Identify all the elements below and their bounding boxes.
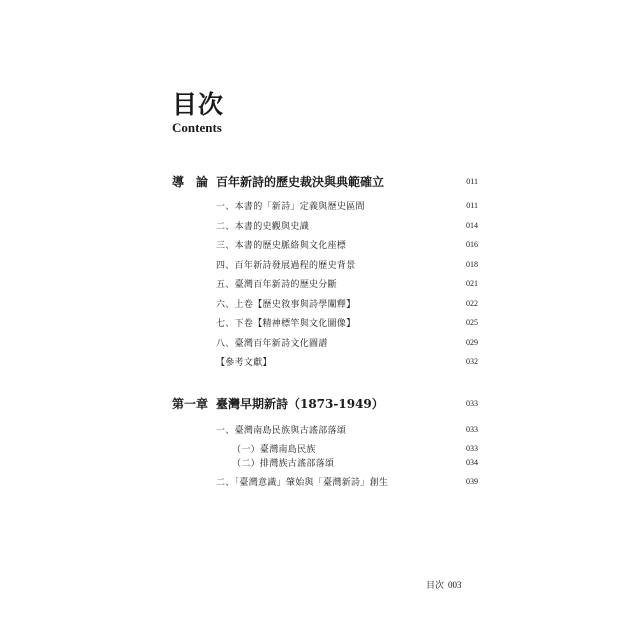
entry-title: （二）排灣族古謠部落頌 [232, 458, 335, 469]
page-number: 025 [466, 317, 478, 327]
page-number: 033 [466, 398, 478, 408]
page-number: 032 [466, 356, 478, 366]
toc-entry[interactable] [216, 421, 478, 437]
entry-title: 二、本書的史觀與史識 [216, 221, 310, 232]
toc-entry[interactable] [216, 334, 478, 350]
footer-page-number: 003 [448, 580, 462, 590]
toc-subtitle: Contents [172, 120, 222, 135]
page-number: 011 [466, 176, 478, 186]
toc-entry[interactable] [216, 473, 478, 489]
chapter-label: 第一章 [172, 396, 209, 411]
toc-chapter-1[interactable] [172, 393, 478, 413]
chapter-title: 臺灣早期新詩（1873-1949） [216, 396, 384, 411]
toc-title: 目次 [172, 90, 225, 119]
footer-label: 目次 [426, 581, 445, 591]
toc-chapter-intro[interactable] [172, 171, 478, 191]
entry-title: 【參考文獻】 [216, 357, 272, 368]
entry-title: 一、臺灣南島民族與古謠部落頌 [216, 425, 347, 436]
chapter-label: 導 論 [172, 174, 209, 189]
page-number: 034 [466, 457, 478, 467]
entry-title: 二、「臺灣意識」肇始與「臺灣新詩」創生 [216, 477, 389, 488]
entry-title: （一）臺灣南島民族 [232, 444, 316, 455]
entry-title: 六、上卷【歷史敘事與詩學闡釋】 [216, 299, 356, 310]
entry-title: 一、本書的「新詩」定義與歷史區間 [216, 201, 365, 212]
page-number: 018 [466, 259, 478, 269]
page-number: 014 [466, 220, 478, 230]
toc-entry[interactable] [216, 295, 478, 311]
toc-entry[interactable] [216, 275, 478, 291]
page-footer [426, 578, 462, 591]
toc-entry[interactable] [216, 353, 478, 369]
page-number: 021 [466, 278, 478, 288]
toc-subentry[interactable] [232, 454, 478, 470]
entry-title: 七、下卷【精神標竿與文化圖像】 [216, 318, 356, 329]
page-number: 039 [466, 476, 478, 486]
toc-entry[interactable] [216, 256, 478, 272]
entry-title: 八、臺灣百年新詩文化圖譜 [216, 338, 328, 349]
page-number: 011 [466, 200, 478, 210]
page-number: 033 [466, 443, 478, 453]
chapter-title: 百年新詩的歷史裁決與典範確立 [216, 174, 385, 189]
toc-entry[interactable] [216, 217, 478, 233]
toc-entry[interactable] [216, 314, 478, 330]
page-number: 029 [466, 337, 478, 347]
toc-entry[interactable] [216, 197, 478, 213]
page-number: 016 [466, 239, 478, 249]
page-number: 033 [466, 424, 478, 434]
entry-title: 四、百年新詩發展過程的歷史背景 [216, 260, 356, 271]
toc-entry[interactable] [216, 236, 478, 252]
entry-title: 五、臺灣百年新詩的歷史分斷 [216, 279, 337, 290]
page-number: 022 [466, 298, 478, 308]
entry-title: 三、本書的歷史脈絡與文化座標 [216, 240, 347, 251]
